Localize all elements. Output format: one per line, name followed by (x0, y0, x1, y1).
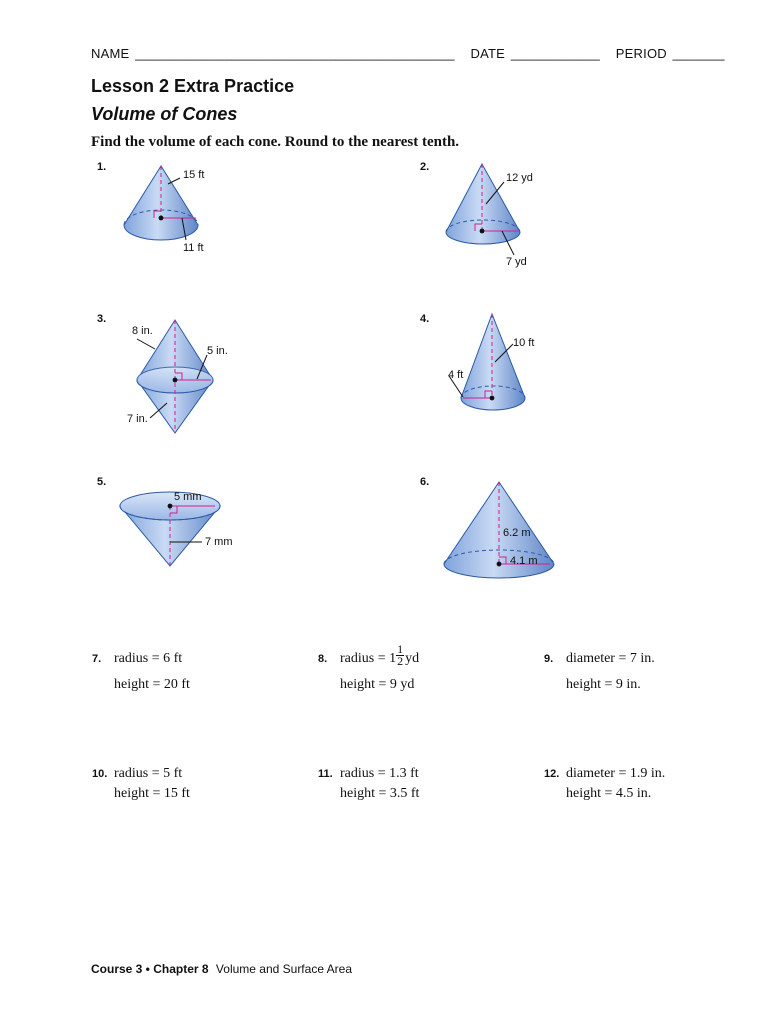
problem-9 (544, 646, 655, 698)
figure-4-radius-label: 4 ft (448, 369, 464, 381)
figure-5-height-label: 7 mm (205, 536, 233, 548)
header-line (91, 46, 727, 61)
problem-12-line1: diameter = 1.9 in. (566, 766, 666, 781)
problem-10-line2: height = 15 ft (114, 786, 190, 801)
cone-figure-1 (118, 160, 238, 270)
figure-4-height-label: 10 ft (513, 337, 535, 349)
problem-9-number: 9. (544, 653, 554, 665)
problem-8-line1-suffix: yd (405, 651, 420, 666)
date-field[interactable]: ____________ (510, 46, 600, 61)
problem-11 (318, 764, 419, 803)
figure-1-radius-label: 11 ft (183, 242, 204, 254)
figure-5-radius-label: 5 mm (174, 491, 202, 503)
period-field[interactable]: _______ (672, 46, 725, 61)
problem-12-number: 12. (544, 768, 560, 780)
problem-8-line1-prefix: radius = 1 (340, 651, 397, 666)
problem-7-line2: height = 20 ft (114, 677, 190, 692)
figure-2-number: 2. (420, 161, 430, 173)
page-subtitle: Volume of Cones (91, 104, 238, 124)
fraction-denominator: 2 (397, 654, 404, 669)
date-label: DATE (470, 46, 505, 61)
problem-12 (544, 764, 665, 803)
figure-2-radius-label: 7 yd (506, 256, 527, 268)
instructions: Find the volume of each cone. Round to the nearest tenth. (91, 134, 460, 150)
problem-9-line1: diameter = 7 in. (566, 651, 655, 666)
figure-1-slant-label: 15 ft (183, 169, 205, 181)
problem-12-line2: height = 4.5 in. (566, 786, 652, 801)
footer-topic: Volume and Surface Area (215, 962, 353, 976)
footer-course: Course 3 • Chapter 8 (91, 962, 209, 976)
problem-9-line2: height = 9 in. (566, 677, 641, 692)
problem-7 (92, 646, 190, 698)
figure-1-number: 1. (97, 161, 107, 173)
problem-10 (92, 764, 190, 803)
figure-3-slant-label: 8 in. (132, 325, 153, 337)
problem-10-line1: radius = 5 ft (114, 766, 183, 781)
problem-8 (318, 642, 420, 698)
problem-8-number: 8. (318, 653, 328, 665)
problem-11-line2: height = 3.5 ft (340, 786, 420, 801)
figure-6-radius-label: 4.1 m (510, 555, 538, 567)
problem-10-number: 10. (92, 768, 108, 780)
period-label: PERIOD (615, 46, 667, 61)
figure-2-height-label: 12 yd (506, 172, 533, 184)
fraction-numerator: 1 (397, 642, 404, 657)
cone-figure-2 (440, 160, 560, 270)
figure-5-number: 5. (97, 476, 107, 488)
problem-11-number: 11. (318, 768, 333, 780)
figure-4-number: 4. (420, 313, 430, 325)
problem-8-line2: height = 9 yd (340, 677, 415, 692)
cone-figure-4 (455, 310, 545, 420)
problem-8-fraction (396, 644, 404, 667)
figure-3-number: 3. (97, 313, 107, 325)
page-title: Lesson 2 Extra Practice (91, 76, 295, 96)
figure-6-number: 6. (420, 476, 430, 488)
footer (91, 962, 352, 976)
name-label: NAME (91, 46, 130, 61)
problem-7-line1: radius = 6 ft (114, 651, 183, 666)
figure-6-height-label: 6.2 m (503, 527, 531, 539)
figure-3-height-label: 7 in. (127, 413, 148, 425)
problem-7-number: 7. (92, 653, 102, 665)
name-field[interactable]: ___________________________________________ (135, 46, 455, 61)
figure-3-radius-label: 5 in. (207, 345, 228, 357)
problem-11-line1: radius = 1.3 ft (340, 766, 419, 781)
